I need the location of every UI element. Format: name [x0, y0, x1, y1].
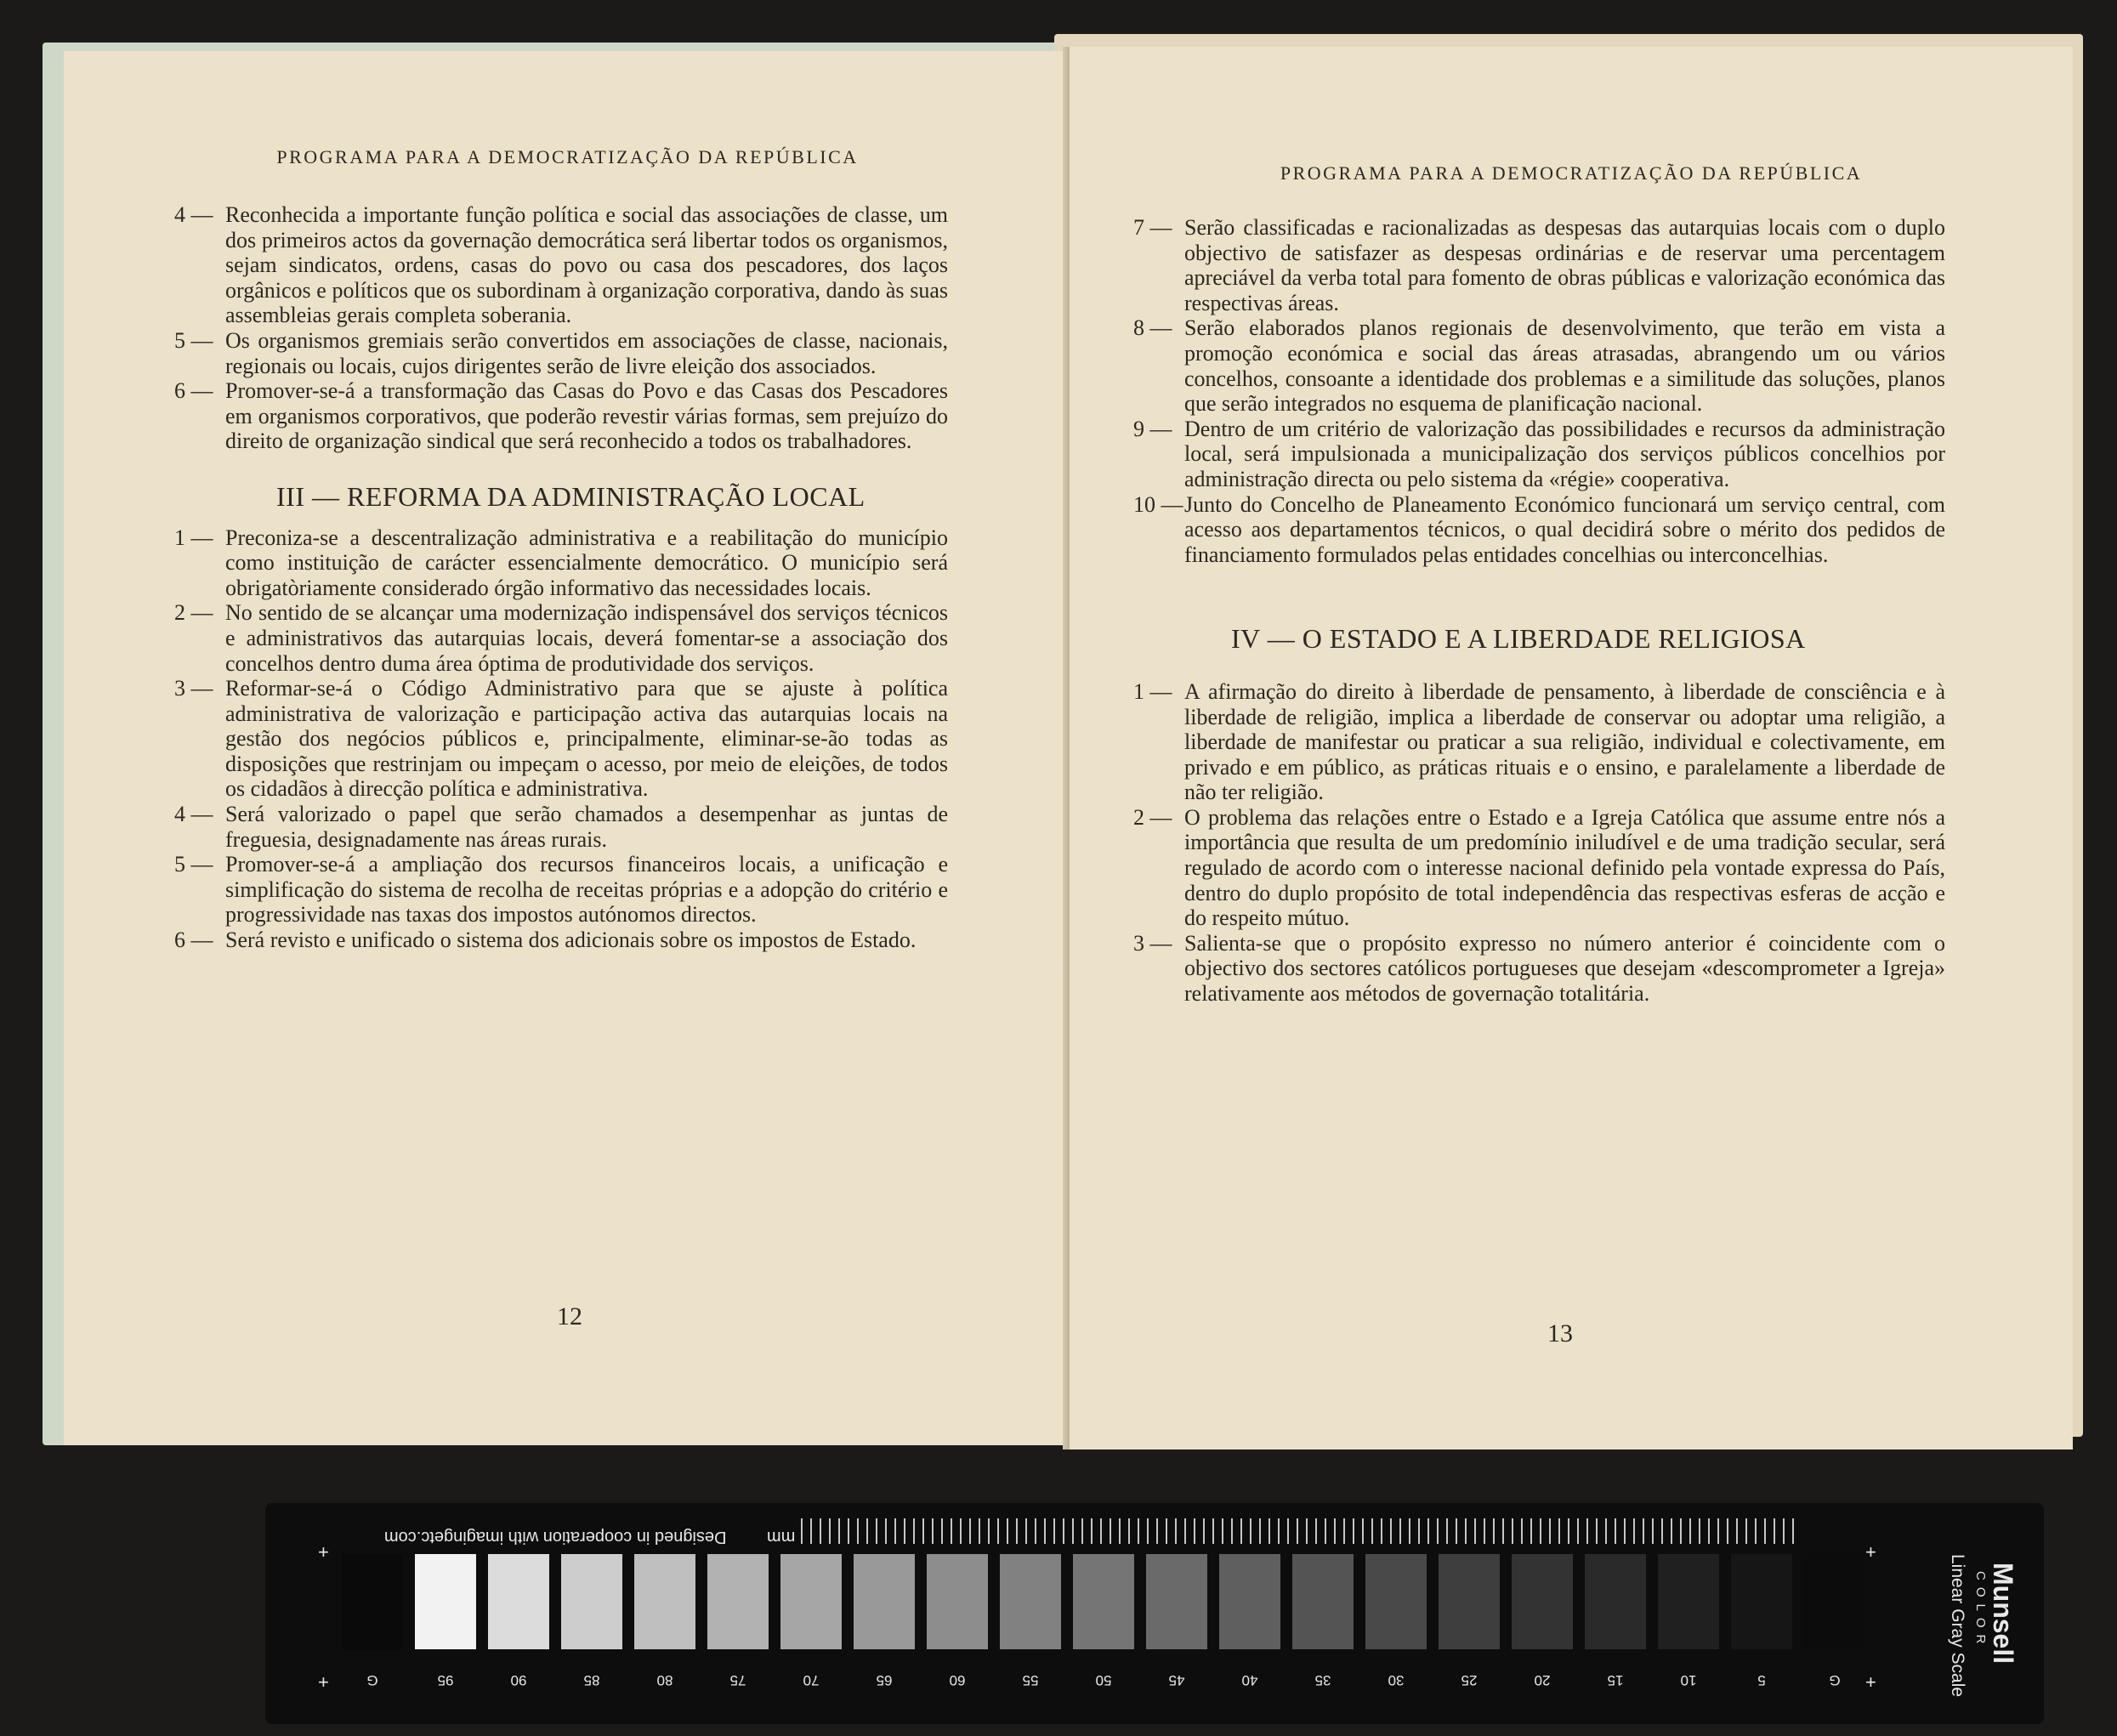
item-number: 7 —	[1133, 215, 1172, 240]
item-number: 1 —	[1133, 678, 1172, 704]
item-list	[174, 202, 948, 454]
swatch-label: 85	[583, 1672, 600, 1688]
item-number: 6 —	[174, 928, 213, 953]
registration-mark-icon: +	[1865, 1541, 1876, 1563]
list-item	[174, 525, 948, 601]
swatch-label: 10	[1680, 1672, 1697, 1688]
item-text: Promover-se-á a ampliação dos recursos financeiros locais, a unificação e simplificação do sistema de recolha de receitas próprias e a adopção do critério e progressividade nas taxas dos impostos autónomos directos.	[225, 852, 948, 928]
item-text: Reformar-se-á o Código Administrativo para que se ajuste à política administrativa de valorização e participação activa das autarquias locais na gestão dos negócios públicos e, principalmente, eliminar-se-ão todas as disposições que restrinjam ou impeçam o acesso, por meio de eleições, de todos os cidadãos à direcção política e administrativa.	[225, 676, 948, 802]
page-body	[1133, 215, 1945, 1007]
brand-block	[1942, 1537, 2018, 1707]
gray-swatch	[1365, 1554, 1427, 1649]
list-item	[174, 327, 948, 378]
swatch-label: 20	[1534, 1672, 1551, 1688]
list-item	[1133, 930, 1945, 1007]
left-page	[64, 51, 1071, 1445]
item-number: 10 —	[1133, 491, 1183, 517]
gray-swatch	[1219, 1554, 1280, 1649]
swatch-label: 45	[1168, 1672, 1185, 1688]
item-text: Serão elaborados planos regionais de desenvolvimento, que terão em vista a promoção económica e social das áreas atrasadas, abrangendo um ou vários concelhos, consoante a identidade dos problemas e a similitude das soluções, planos que serão integrados no esquema de planificação nacional.	[1184, 315, 1945, 417]
gray-swatch	[1512, 1554, 1573, 1649]
list-item	[174, 378, 948, 454]
gray-swatch	[1658, 1554, 1719, 1649]
swatch-label: 60	[949, 1672, 966, 1688]
item-text: O problema das relações entre o Estado e a Igreja Católica que assume entre nós a importância que resulta de um predomínio iniludível e de uma tradição secular, será regulado de acordo com o interesse nacional definido pela vontade expressa do País, dentro do duplo propósito de total independência das respectivas esferas de acção e do respeito mútuo.	[1184, 804, 1945, 931]
swatch-label: 25	[1461, 1672, 1478, 1688]
swatch-label: 55	[1022, 1672, 1039, 1688]
gray-swatch	[634, 1554, 695, 1649]
credit-text: Designed in cooperation with imagingetc.com	[384, 1528, 727, 1546]
running-head: PROGRAMA PARA A DEMOCRATIZAÇÃO DA REPÚBLICA	[276, 146, 859, 167]
item-number: 1 —	[174, 525, 213, 550]
list-item	[1133, 416, 1945, 492]
item-number: 4 —	[174, 802, 213, 827]
registration-mark-icon: +	[318, 1541, 329, 1563]
list-item	[1133, 491, 1945, 568]
item-number: 4 —	[174, 202, 213, 227]
list-item	[1133, 315, 1945, 417]
item-text: Junto do Concelho de Planeamento Económico funcionará um serviço central, com acesso aos departamentos técnicos, o qual decidirá sobre o mérito dos pedidos de financiamento formulados pelas entidades concelhias ou interconcelhias.	[1184, 491, 1945, 567]
swatch-label: 65	[876, 1672, 893, 1688]
item-number: 6 —	[174, 378, 213, 404]
swatch-label: 40	[1241, 1672, 1258, 1688]
list-item	[174, 852, 948, 928]
item-text: No sentido de se alcançar uma modernização indispensável dos serviços técnicos e administrativos das autarquias locais, deverá fomentar-se a associação dos concelhos dentro duma área óptima de produtividade dos serviços.	[225, 600, 948, 676]
list-item	[174, 802, 948, 852]
right-page	[1070, 47, 2073, 1450]
item-number: 5 —	[174, 852, 213, 877]
page-number: 13	[1547, 1319, 1573, 1347]
swatch-label: G	[366, 1672, 378, 1688]
item-list	[174, 525, 948, 953]
swatch-label: 90	[510, 1672, 527, 1688]
list-item	[174, 676, 948, 802]
page-number: 12	[557, 1302, 582, 1330]
item-number: 3 —	[174, 676, 213, 701]
gray-swatch	[1585, 1554, 1646, 1649]
gray-swatch	[342, 1554, 403, 1649]
item-text: Será valorizado o papel que serão chamados a desempenhar as juntas de freguesia, designadamente nas áreas rurais.	[225, 802, 948, 852]
item-text: Serão classificadas e racionalizadas as despesas das autarquias locais com o duplo objectivo de satisfazer as despesas ordinárias e de reservar uma percentagem apreciável da verba total para fomento de obras públicas e valorização económica das respectivas áreas.	[1184, 215, 1945, 315]
list-item	[174, 928, 948, 953]
mm-ruler	[801, 1518, 1796, 1544]
item-text: A afirmação do direito à liberdade de pensamento, à liberdade de consciência e à liberdade de religião, implica a liberdade de conservar ou adoptar uma religião, a liberdade de manifestar ou praticar a sua religião, individual e colectivamente, em privado e em público, as práticas rituais e o ensino, e paralelamente a liberdade de não ter religião.	[1184, 678, 1945, 805]
swatch-label-row	[342, 1671, 1865, 1688]
running-head: PROGRAMA PARA A DEMOCRATIZAÇÃO DA REPÚBLICA	[1280, 162, 1863, 184]
list-item	[1133, 215, 1945, 315]
swatch-label: 5	[1757, 1672, 1766, 1688]
list-item	[1133, 804, 1945, 931]
item-number: 8 —	[1133, 315, 1172, 341]
item-text: Será revisto e unificado o sistema dos adicionais sobre os impostos de Estado.	[225, 928, 917, 953]
item-list	[1133, 215, 1945, 567]
section-title: IV — O ESTADO E A LIBERDADE RELIGIOSA	[1231, 623, 1806, 655]
registration-mark-icon: +	[318, 1671, 329, 1693]
gray-swatch	[1146, 1554, 1207, 1649]
item-text: Dentro de um critério de valorização das possibilidades e recursos da administração local, será impulsionada a municipalização dos serviços públicos concelhios por administração directa ou pelo sistema da «régie» cooperativa.	[1184, 416, 1945, 491]
swatch-label: G	[1829, 1672, 1841, 1688]
item-text: Salienta-se que o propósito expresso no número anterior é coincidente com o objectivo dos sectores católicos portugueses que desejam «descomprometer a Igreja» relativamente aos métodos de governação totalitária.	[1184, 930, 1945, 1007]
gray-swatch	[1292, 1554, 1354, 1649]
gray-swatch	[1439, 1554, 1500, 1649]
list-item	[174, 600, 948, 676]
brand-name: Munsell	[1988, 1563, 2018, 1665]
gray-swatch	[561, 1554, 622, 1649]
swatch-label: 80	[656, 1672, 673, 1688]
swatch-label: 15	[1607, 1672, 1624, 1688]
brand-sub: COLOR	[1973, 1571, 1988, 1651]
gray-swatch	[1731, 1554, 1792, 1649]
item-text: Reconhecida a importante função política e social das associações de classe, um dos primeiros actos da governação democrática será libertar todos os organismos, sejam sindicatos, ordens, casas do povo ou casa dos pescadores, dos laços orgânicos e políticos que os subordinam à organização corporativa, dando às suas assembleias gerais completa soberania.	[225, 202, 948, 328]
item-text: Os organismos gremiais serão convertidos em associações de classe, nacionais, regionais ou locais, cujos dirigentes serão de livre eleição dos associados.	[225, 327, 948, 378]
gray-swatch	[1804, 1554, 1865, 1649]
swatch-label: 75	[729, 1672, 746, 1688]
swatch-label: 30	[1388, 1672, 1405, 1688]
item-number: 9 —	[1133, 416, 1172, 441]
item-list	[1133, 678, 1945, 1007]
mm-label: mm	[767, 1528, 796, 1546]
swatch-label: 70	[803, 1672, 820, 1688]
item-number: 5 —	[174, 327, 213, 353]
gray-scale-card	[265, 1503, 2044, 1724]
gray-swatch	[415, 1554, 476, 1649]
gray-swatch	[1000, 1554, 1061, 1649]
item-number: 2 —	[1133, 804, 1172, 830]
page-body	[174, 202, 948, 953]
gray-swatch	[707, 1554, 769, 1649]
gray-swatch	[780, 1554, 842, 1649]
item-number: 3 —	[1133, 930, 1172, 956]
item-number: 2 —	[174, 600, 213, 626]
gray-swatch	[488, 1554, 549, 1649]
list-item	[174, 202, 948, 328]
gray-swatch	[854, 1554, 915, 1649]
section-title: III — REFORMA DA ADMINISTRAÇÃO LOCAL	[276, 480, 866, 512]
card-title: Linear Gray Scale	[1948, 1554, 1967, 1698]
swatch-row	[342, 1554, 1865, 1649]
item-text: Preconiza-se a descentralização administrativa e a reabilitação do município como instituição de carácter essencialmente democrático. O município será obrigatòriamente considerado órgão informativo das necessidades locais.	[225, 525, 948, 600]
list-item	[1133, 678, 1945, 805]
gray-swatch	[927, 1554, 988, 1649]
swatch-label: 35	[1314, 1672, 1331, 1688]
gray-swatch	[1073, 1554, 1134, 1649]
item-text: Promover-se-á a transformação das Casas do Povo e das Casas dos Pescadores em organismos corporativos, que poderão revestir várias formas, sem prejuízo do direito de organização sindical que será reconhecido a todos os trabalhadores.	[225, 378, 948, 454]
registration-mark-icon: +	[1865, 1671, 1876, 1693]
swatch-label: 95	[437, 1672, 454, 1688]
swatch-label: 50	[1095, 1672, 1112, 1688]
